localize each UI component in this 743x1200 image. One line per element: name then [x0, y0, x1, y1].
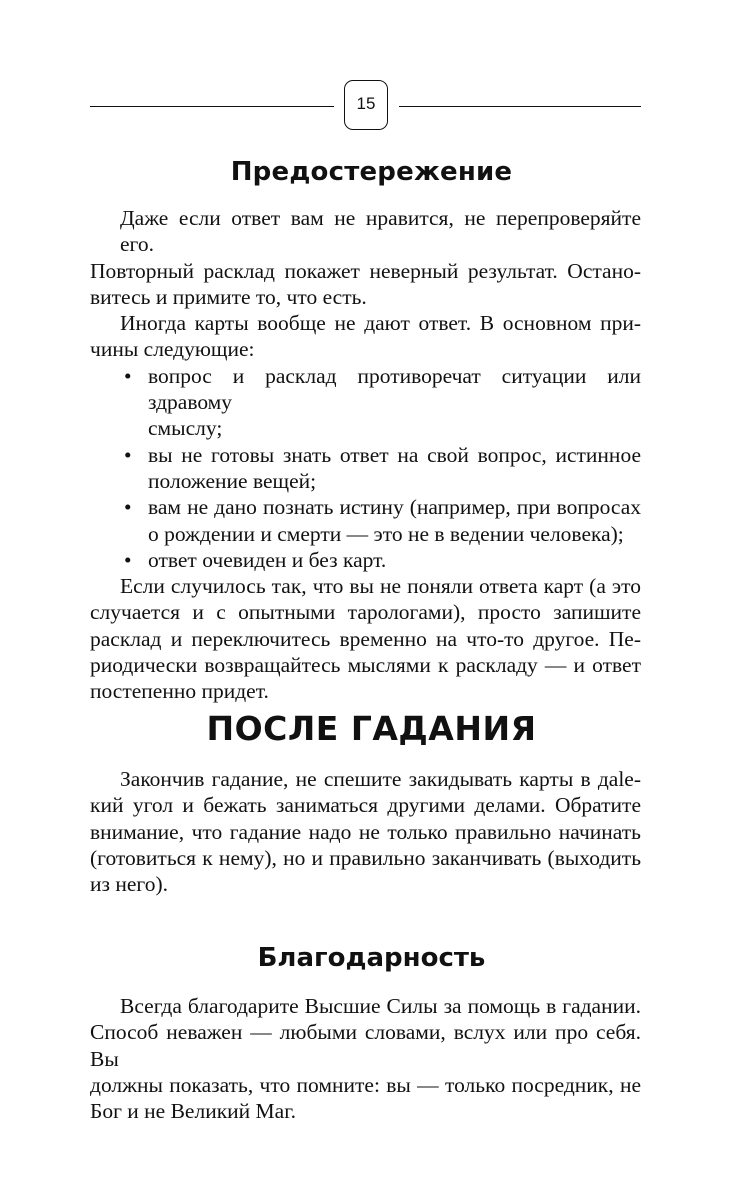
text-line: кий угол и бежать заниматься другими делами. Обратите — [90, 793, 641, 818]
paragraph — [90, 573, 641, 704]
text-line: риодически возвращайтесь мыслями к раскладу — и ответ — [90, 653, 641, 678]
bullet-list — [90, 363, 641, 573]
text-line: (готовиться к нему), но и правильно заканчивать (выходить — [90, 845, 641, 870]
header-rule-left — [90, 106, 334, 107]
text-line: внимание, что гадание надо не только правильно начинать — [90, 819, 641, 844]
text-line: вы не готовы знать ответ на свой вопрос, истинное — [148, 442, 641, 467]
bullet-marker: • — [124, 495, 132, 520]
bullet-marker: • — [124, 363, 132, 388]
text-line: вопрос и расклад противоречат ситуации или здравому — [148, 363, 641, 415]
text-line: Повторный расклад покажет неверный результат. Остано- — [90, 258, 641, 283]
text-line: из него). — [90, 872, 168, 897]
list-item — [90, 442, 641, 495]
list-item — [90, 494, 641, 547]
section-body-after — [90, 766, 641, 897]
text-line: витесь и примите то, что есть. — [90, 284, 367, 309]
text-line: Иногда карты вообще не дают ответ. В основном при- — [120, 311, 641, 336]
text-line: положение вещей; — [148, 468, 317, 493]
text-line: расклад и переключитесь временно на что-то другое. Пе- — [90, 626, 641, 651]
list-item — [90, 363, 641, 442]
text-line: постепенно придет. — [90, 679, 269, 704]
text-line: смыслу; — [148, 416, 223, 441]
text-line: о рождении и смерти — это не в ведении человека); — [148, 521, 624, 546]
list-item — [90, 547, 641, 573]
text-line: должны показать, что помните: вы — только посредник, не — [90, 1072, 641, 1097]
chapter-title-after-divination: ПОСЛЕ ГАДАНИЯ — [206, 709, 537, 748]
text-line: Даже если ответ вам не нравится, не перепроверяйте его. — [120, 206, 641, 257]
bullet-marker: • — [124, 442, 132, 467]
header-rule-right — [399, 106, 641, 107]
text-line: Всегда благодарите Высшие Силы за помощь в гадании. — [120, 994, 641, 1018]
text-line: ответ очевиден и без карт. — [148, 547, 387, 572]
text-line: Закончив гадание, не спешите закидывать карты в даle- — [120, 767, 641, 791]
bullet-marker: • — [124, 547, 132, 572]
section-title-caution: Предостережение — [230, 157, 513, 187]
text-line: Способ неважен — любыми словами, вслух или про себя. Вы — [90, 1020, 641, 1071]
text-line: случается и с опытными тарологами), просто запишите — [90, 600, 641, 625]
page-header — [90, 80, 641, 132]
section-body-gratitude — [90, 993, 641, 1124]
paragraph — [90, 766, 641, 897]
paragraph — [90, 993, 641, 1124]
text-line: чины следующие: — [90, 337, 255, 362]
text-line: Если случилось так, что вы не поняли ответа карт (а это — [120, 574, 641, 599]
section-body-caution — [90, 205, 641, 705]
text-line: Бог и не Великий Маг. — [90, 1099, 296, 1124]
section-title-gratitude: Благодарность — [257, 943, 486, 973]
text-line: вам не дано познать истину (например, при вопросах — [148, 495, 641, 520]
paragraph — [90, 310, 641, 363]
page-number: 15 — [344, 80, 388, 130]
paragraph — [90, 205, 641, 310]
